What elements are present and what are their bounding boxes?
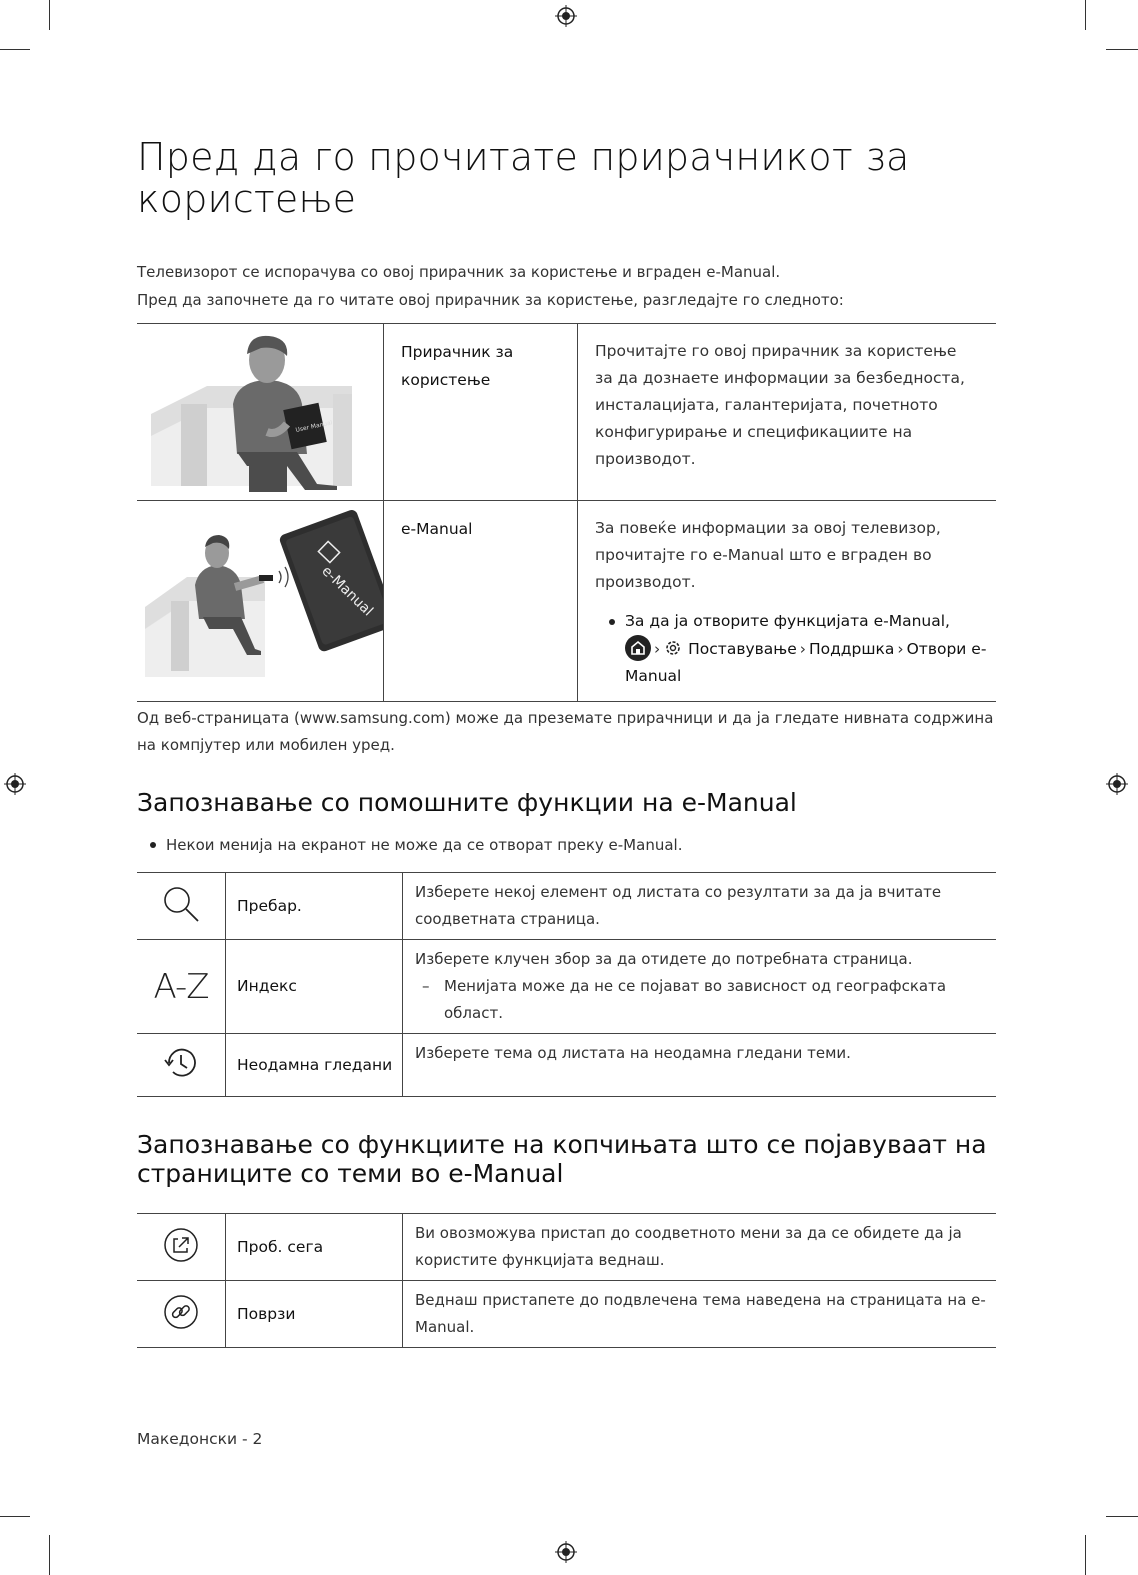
menu-path xyxy=(625,635,996,690)
description-text: За повеќе информации за овој телевизор, прочитајте го e-Manual што е вграден во производот. xyxy=(595,519,941,591)
description-text: Прочитајте го овој прирачник за користење за да дознаете информации за безбедноста, инсталацијата, галантеријата, почетното конфигурирање и спецификациите на производот. xyxy=(595,342,965,468)
table-row xyxy=(137,324,996,501)
crop-mark xyxy=(1085,0,1086,30)
link-icon-cell xyxy=(137,1281,226,1348)
try-now-icon-cell xyxy=(137,1214,226,1281)
menu-path-settings: Поставување xyxy=(688,640,797,658)
function-description: Веднаш пристапете до подвлечена тема наведена на страницата на e-Manual. xyxy=(403,1281,997,1348)
chevron-right-icon: › xyxy=(654,640,661,658)
manual-description xyxy=(578,501,997,702)
history-icon-cell xyxy=(137,1034,226,1097)
section-heading: Запознавање со помошните функции на e-Manual xyxy=(137,788,797,817)
manual-description xyxy=(578,324,997,501)
manual-types-table xyxy=(137,323,996,702)
link-icon xyxy=(162,1293,200,1331)
function-name: Поврзи xyxy=(226,1281,403,1348)
crop-mark xyxy=(49,1535,50,1575)
chevron-right-icon: › xyxy=(799,640,806,658)
crop-mark xyxy=(49,0,50,30)
crop-mark xyxy=(1085,1535,1086,1575)
menu-path-support: Поддршка xyxy=(808,640,895,658)
table-row xyxy=(137,1034,996,1097)
crop-mark xyxy=(1106,1516,1138,1517)
bullet-text: За да ја отворите функцијата e-Manual, xyxy=(625,612,950,630)
crop-mark xyxy=(0,1516,30,1517)
function-description xyxy=(403,940,997,1034)
note-text: Некои менија на екранот не може да се отворат преку e-Manual. xyxy=(137,832,682,858)
az-index-text: A-Z xyxy=(153,966,209,1007)
table-row xyxy=(137,501,996,702)
history-icon xyxy=(161,1043,201,1083)
subnote-text: – Менијата може да не се појават во зависност од географската област. xyxy=(415,973,996,1027)
topic-buttons-table xyxy=(137,1213,996,1348)
function-name: Индекс xyxy=(226,940,403,1034)
download-note xyxy=(137,705,1007,759)
tv-label: e-Manual xyxy=(318,563,376,620)
page-title: Пред да го прочитате прирачникот за користење xyxy=(137,135,910,221)
chevron-right-icon: › xyxy=(897,640,904,658)
table-row xyxy=(137,940,996,1034)
intro-line: Телевизорот се испорачува со овој прирачник за користење и вграден e-Manual. xyxy=(137,263,781,281)
home-button-icon[interactable] xyxy=(625,635,651,661)
function-name: Пребар. xyxy=(226,873,403,940)
crop-mark xyxy=(0,49,30,50)
registration-mark-icon xyxy=(555,1541,577,1563)
emanual-illustration xyxy=(137,501,384,702)
description-text: Изберете клучен збор за да отидете до потребната страница. xyxy=(415,950,913,968)
function-description: Изберете тема од листата на неодамна гледани теми. xyxy=(403,1034,997,1097)
manual-name: Прирачник за користење xyxy=(384,324,578,501)
gear-icon xyxy=(663,638,683,658)
home-icon xyxy=(625,635,651,661)
book-label: User Manual xyxy=(295,419,334,434)
search-icon xyxy=(159,882,203,926)
footnote-text: Од веб-страницата (www.samsung.com) може да преземате прирачници и да ја гледате нивната содржина на компјутер или мобилен уред. xyxy=(137,709,994,754)
table-row xyxy=(137,1214,996,1281)
emanual-functions-table xyxy=(137,872,996,1097)
az-index-icon xyxy=(137,940,226,1034)
manual-name: e-Manual xyxy=(384,501,578,702)
menu-path-open: Отвори e-Manual xyxy=(625,640,987,685)
function-name: Проб. сега xyxy=(226,1214,403,1281)
intro-text xyxy=(137,258,1007,314)
section-heading: Запознавање со функциите на копчињата што се појавуваат на страниците со теми во e-Manual xyxy=(137,1130,987,1188)
function-description: Изберете некој елемент од листата со резултати за да ја вчитате соодветната страница. xyxy=(415,883,942,928)
person-watching-tv-icon xyxy=(137,501,383,697)
function-description: Ви овозможува пристап до соодветното мени за да се обидете да ја користите функцијата веднаш. xyxy=(415,1224,962,1269)
user-manual-illustration xyxy=(137,324,384,501)
page-number: Македонски - 2 xyxy=(137,1430,263,1448)
table-row xyxy=(137,873,996,940)
person-reading-icon xyxy=(137,324,383,496)
try-now-icon xyxy=(162,1226,200,1264)
intro-line: Пред да започнете да го читате овој прирачник за користење, разгледајте го следното: xyxy=(137,291,844,309)
table-row xyxy=(137,1281,996,1348)
crop-mark xyxy=(1106,49,1138,50)
registration-mark-icon xyxy=(4,773,26,795)
registration-mark-icon xyxy=(555,5,577,27)
emanual-open-instruction xyxy=(595,608,996,690)
search-icon-cell xyxy=(137,873,226,940)
function-name: Неодамна гледани xyxy=(226,1034,403,1097)
registration-mark-icon xyxy=(1106,773,1128,795)
